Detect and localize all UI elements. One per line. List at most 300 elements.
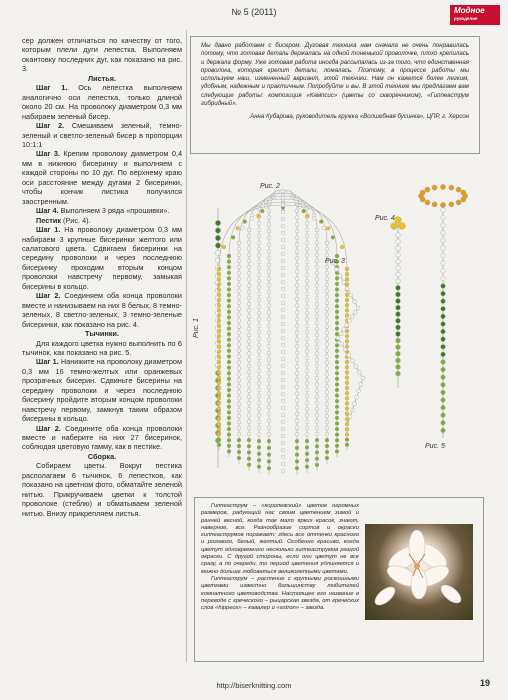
- arc-bead: [267, 439, 271, 443]
- arc-bead: [315, 444, 319, 448]
- arc-bead: [305, 254, 309, 258]
- arc-bead: [305, 343, 309, 347]
- arc-bead: [237, 361, 241, 365]
- arc-bead: [217, 272, 221, 276]
- arc-bead: [227, 271, 231, 275]
- arc-bead: [305, 260, 309, 264]
- edge-bead: [350, 408, 354, 412]
- arc-bead: [227, 332, 231, 336]
- arc-bead: [250, 213, 254, 217]
- arc-bead: [227, 383, 231, 387]
- stamen-bead: [441, 367, 446, 372]
- edge-bead: [354, 365, 358, 369]
- arc-bead: [227, 310, 231, 314]
- arc-bead: [257, 433, 261, 437]
- axis-bead: [281, 357, 285, 361]
- stamen-ring-bead: [449, 202, 454, 207]
- arc-bead: [240, 226, 244, 230]
- arc-bead: [227, 371, 231, 375]
- stamen-ring-bead: [425, 200, 430, 205]
- arc-bead: [217, 340, 221, 344]
- edge-bead: [345, 323, 349, 327]
- axis-bead: [281, 413, 285, 417]
- arc-bead: [267, 216, 271, 220]
- arc-bead: [335, 450, 339, 454]
- arc-bead: [257, 214, 261, 218]
- arc-bead: [325, 444, 329, 448]
- arc-bead: [325, 277, 329, 281]
- arc-bead: [257, 324, 261, 328]
- arc-bead: [257, 337, 261, 341]
- paragraph: сер должен отличаться по качеству от того, которым плели дуги лепестка. Выполняем окантовку последних дуг, как показано на рис. 3.: [22, 36, 182, 74]
- axis-bead: [281, 371, 285, 375]
- arc-bead: [257, 228, 261, 232]
- arc-bead: [217, 334, 221, 338]
- arc-bead: [345, 360, 349, 364]
- arc-bead: [257, 279, 261, 283]
- arc-bead: [247, 333, 251, 337]
- step-label: Шаг 1.: [36, 83, 68, 93]
- axis-bead: [281, 287, 285, 291]
- step-paragraph: [22, 357, 182, 423]
- arc-bead: [345, 396, 349, 400]
- stamen-ring-bead: [420, 190, 425, 195]
- arc-bead: [345, 267, 349, 271]
- step-paragraph: [22, 206, 182, 215]
- arc-bead: [345, 371, 349, 375]
- arc-bead: [217, 422, 221, 426]
- arc-bead: [305, 241, 309, 245]
- axis-bead: [281, 238, 285, 242]
- arc-bead: [325, 408, 329, 412]
- arc-bead: [312, 213, 316, 217]
- arc-bead: [305, 266, 309, 270]
- arc-bead: [325, 253, 329, 257]
- arc-bead: [305, 394, 309, 398]
- arc-bead: [315, 284, 319, 288]
- edge-bead: [336, 336, 340, 340]
- arc-bead: [295, 460, 299, 464]
- arc-bead: [267, 365, 271, 369]
- figure-5-stamen: [418, 184, 467, 438]
- arc-bead: [257, 273, 261, 277]
- stamen-ring-bead: [456, 200, 461, 205]
- arc-bead: [305, 298, 309, 302]
- arc-bead: [267, 399, 271, 403]
- arc-bead: [217, 355, 221, 359]
- arc-bead: [243, 220, 247, 224]
- arc-bead: [331, 236, 335, 240]
- arc-bead: [237, 367, 241, 371]
- arc-bead: [267, 419, 271, 423]
- arc-bead: [237, 432, 241, 436]
- arc-bead: [257, 241, 261, 245]
- arc-bead: [335, 293, 339, 297]
- step-label: Шаг 2.: [36, 121, 65, 131]
- arc-bead: [295, 466, 299, 470]
- arc-bead: [267, 256, 271, 260]
- arc-bead: [217, 293, 221, 297]
- arc-bead: [305, 433, 309, 437]
- arc-bead: [267, 270, 271, 274]
- axis-bead: [281, 231, 285, 235]
- pistil-bead: [396, 305, 401, 310]
- arc-bead: [335, 394, 339, 398]
- arc-bead: [315, 364, 319, 368]
- stamen-bead: [441, 405, 446, 410]
- arc-bead: [315, 240, 319, 244]
- arc-bead: [247, 240, 251, 244]
- arc-bead: [257, 254, 261, 258]
- arc-bead: [267, 371, 271, 375]
- arc-bead: [335, 405, 339, 409]
- stem-bead: [215, 235, 220, 240]
- arc-bead: [315, 253, 319, 257]
- step-paragraph: [22, 291, 182, 329]
- arc-bead: [295, 338, 299, 342]
- figure-4-caption: Рис. 4: [375, 215, 395, 222]
- arc-bead: [237, 259, 241, 263]
- arc-bead: [315, 321, 319, 325]
- arc-bead: [295, 439, 299, 443]
- arc-bead: [295, 311, 299, 315]
- arc-bead: [325, 432, 329, 436]
- figure-5-caption: Рис. 5: [425, 443, 445, 450]
- arc-bead: [295, 392, 299, 396]
- arc-bead: [335, 327, 339, 331]
- arc-bead: [345, 433, 349, 437]
- arc-bead: [295, 324, 299, 328]
- arc-bead: [257, 330, 261, 334]
- pistil-bead: [396, 272, 401, 277]
- arc-bead: [325, 331, 329, 335]
- arc-bead: [247, 413, 251, 417]
- arc-bead: [325, 307, 329, 311]
- axis-bead: [281, 210, 285, 214]
- arc-bead: [325, 402, 329, 406]
- axis-bead: [281, 280, 285, 284]
- arc-bead: [257, 298, 261, 302]
- arc-bead: [325, 295, 329, 299]
- arc-bead: [305, 356, 309, 360]
- stamen-bead: [441, 246, 446, 251]
- arc-bead: [237, 450, 241, 454]
- arc-bead: [257, 369, 261, 373]
- arc-bead: [315, 302, 319, 306]
- arc-bead: [325, 426, 329, 430]
- arc-bead: [217, 386, 221, 390]
- arc-bead: [315, 383, 319, 387]
- stamen-bead: [441, 215, 446, 220]
- arc-bead: [295, 216, 299, 220]
- arc-bead: [217, 283, 221, 287]
- arc-bead: [305, 458, 309, 462]
- arc-bead: [257, 305, 261, 309]
- axis-bead: [281, 427, 285, 431]
- arc-bead: [247, 432, 251, 436]
- arc-bead: [222, 245, 226, 249]
- arc-bead: [295, 290, 299, 294]
- arc-bead: [305, 318, 309, 322]
- pistil-top-bead: [399, 223, 406, 230]
- pistil-bead: [396, 318, 401, 323]
- pistil-bead: [396, 338, 401, 343]
- edge-bead: [357, 389, 361, 393]
- stamen-bead: [441, 223, 446, 228]
- stamen-bead: [441, 322, 446, 327]
- step-label: Шаг 3.: [36, 149, 60, 159]
- arc-bead: [217, 324, 221, 328]
- axis-bead: [281, 203, 285, 207]
- arc-bead: [325, 325, 329, 329]
- arc-bead: [325, 373, 329, 377]
- axis-bead: [281, 462, 285, 466]
- arc-bead: [325, 241, 329, 245]
- arc-bead: [305, 446, 309, 450]
- arc-bead: [227, 405, 231, 409]
- arc-bead: [267, 392, 271, 396]
- arc-bead: [295, 229, 299, 233]
- arc-bead: [247, 457, 251, 461]
- arc-bead: [267, 460, 271, 464]
- arc-bead: [315, 463, 319, 467]
- arc-bead: [257, 375, 261, 379]
- arc-bead: [305, 452, 309, 456]
- arc-bead: [237, 277, 241, 281]
- arc-bead: [295, 344, 299, 348]
- arc-bead: [257, 388, 261, 392]
- arc-bead: [295, 453, 299, 457]
- arc-bead: [227, 438, 231, 442]
- arc-bead: [237, 438, 241, 442]
- edge-bead: [348, 415, 352, 419]
- arc-bead: [227, 427, 231, 431]
- arc-bead: [325, 384, 329, 388]
- arc-bead: [257, 350, 261, 354]
- arc-bead: [257, 292, 261, 296]
- arc-bead: [325, 420, 329, 424]
- step-paragraph: [22, 424, 182, 452]
- arc-bead: [267, 432, 271, 436]
- step-label: Шаг 1.: [36, 225, 61, 235]
- arc-bead: [247, 315, 251, 319]
- arc-bead: [217, 319, 221, 323]
- arc-bead: [325, 343, 329, 347]
- pistil-bead: [396, 299, 401, 304]
- arc-bead: [305, 234, 309, 238]
- arc-bead: [237, 378, 241, 382]
- step-text: Соединяем оба конца проволоки вместе и нанизываем на них 8 белых, 8 темно-зеленых, 8 светло-зеленых, 3 темно-зеленые бисеринки, как показано на рис. 4.: [22, 291, 182, 329]
- arc-bead: [227, 433, 231, 437]
- arc-bead: [345, 272, 349, 276]
- arc-bead: [315, 259, 319, 263]
- arc-bead: [345, 277, 349, 281]
- arc-bead: [305, 362, 309, 366]
- arc-bead: [267, 338, 271, 342]
- arc-bead: [231, 236, 235, 240]
- edge-bead: [338, 274, 342, 278]
- arc-bead: [237, 265, 241, 269]
- stamen-bead: [441, 383, 446, 388]
- arc-bead: [325, 450, 329, 454]
- arc-bead: [315, 308, 319, 312]
- arc-bead: [335, 288, 339, 292]
- info-text-top: [201, 503, 359, 576]
- arc-bead: [227, 399, 231, 403]
- arc-bead: [322, 226, 326, 230]
- arc-bead: [325, 283, 329, 287]
- arc-bead: [305, 439, 309, 443]
- pistil-top-bead: [395, 217, 402, 224]
- stamen-bead: [441, 238, 446, 243]
- axis-bead: [281, 406, 285, 410]
- figure-4-pistil: [391, 217, 406, 388]
- arc-bead: [315, 228, 319, 232]
- arc-bead: [227, 343, 231, 347]
- arc-bead: [257, 343, 261, 347]
- arc-bead: [267, 378, 271, 382]
- arc-bead: [315, 278, 319, 282]
- edge-bead: [353, 310, 357, 314]
- arc-bead: [217, 308, 221, 312]
- arc-bead: [227, 288, 231, 292]
- step-text: Смешиваем зеленый, темно-зеленый и светло-зеленый бисер в пропорции 10:1:1: [22, 121, 182, 149]
- pistil-bead: [396, 246, 401, 251]
- arc-bead: [217, 381, 221, 385]
- arc-bead: [267, 412, 271, 416]
- step-text: Соедините оба конца проволоки вместе и наберите на них 27 бисеринок, соблюдая цветовую гамму, как в пестике.: [22, 423, 183, 452]
- arc-bead: [267, 297, 271, 301]
- arc-bead: [247, 284, 251, 288]
- edge-bead: [355, 395, 359, 399]
- arc-bead: [335, 416, 339, 420]
- axis-bead: [281, 364, 285, 368]
- heading-assembly: Сборка.: [87, 451, 117, 461]
- stamen-bead: [441, 360, 446, 365]
- arc-bead: [345, 407, 349, 411]
- figure-3-caption: Рис. 3: [325, 258, 345, 265]
- arc-bead: [237, 295, 241, 299]
- author-signature: Анна Кубарова, руководитель кружка «Волшебная бусинка», ЦПР, г. Херсон: [250, 113, 469, 121]
- arc-bead: [315, 247, 319, 251]
- arc-bead: [315, 271, 319, 275]
- arc-bead: [335, 360, 339, 364]
- arc-bead: [345, 443, 349, 447]
- arc-bead: [247, 395, 251, 399]
- arc-bead: [315, 438, 319, 442]
- edge-bead: [350, 359, 354, 363]
- arc-bead: [315, 413, 319, 417]
- paragraph: Собираем цветы. Вокруг пестика располагаем 6 тычинок, 6 лепестков, как показано на цветном фото, обматайте зеленой нитью. Прикручиваем цветки к толстой проволоке (стеблю) и обматываем зеленой нитью. Внизу прикрепляем листья.: [22, 461, 182, 518]
- pistil-bead: [396, 365, 401, 370]
- stamen-bead: [441, 307, 446, 312]
- stamen-bead: [441, 261, 446, 266]
- arc-bead: [227, 410, 231, 414]
- arc-bead: [257, 401, 261, 405]
- arc-bead: [325, 367, 329, 371]
- stamen-bead: [441, 314, 446, 319]
- step-paragraph: [22, 225, 182, 291]
- arc-bead: [295, 412, 299, 416]
- arc-bead: [345, 314, 349, 318]
- arc-bead: [217, 277, 221, 281]
- arc-bead: [217, 407, 221, 411]
- axis-bead: [281, 224, 285, 228]
- arc-bead: [267, 290, 271, 294]
- axis-bead: [281, 322, 285, 326]
- step-paragraph: [22, 149, 182, 206]
- arc-bead: [295, 256, 299, 260]
- pistil-top-bead: [391, 223, 398, 230]
- arc-bead: [227, 276, 231, 280]
- stamen-bead: [441, 345, 446, 350]
- arc-bead: [237, 396, 241, 400]
- step-text: На проволоку диаметром 0,3 мм набираем 3 крупные бисеринки желтого или салатового цвета. Сдвигаем бисеринки на середину проволоки и через последнюю бисеринку проходим вторым концом проволоки навстречу первому, замыкая бисерины в кольцо.: [22, 225, 183, 291]
- arc-bead: [267, 351, 271, 355]
- arc-bead: [227, 304, 231, 308]
- arc-bead: [267, 311, 271, 315]
- arc-bead: [227, 349, 231, 353]
- arc-bead: [247, 308, 251, 312]
- arc-bead: [257, 247, 261, 251]
- axis-bead: [281, 245, 285, 249]
- arc-bead: [305, 279, 309, 283]
- pistil-bead: [396, 292, 401, 297]
- intro-box: [190, 36, 480, 154]
- arc-bead: [295, 270, 299, 274]
- arc-bead: [305, 465, 309, 469]
- arc-bead: [295, 250, 299, 254]
- arc-bead: [315, 339, 319, 343]
- arc-bead: [257, 382, 261, 386]
- arc-bead: [247, 290, 251, 294]
- heading-pistil-ref: (Рис. 4).: [60, 215, 91, 225]
- arc-bead: [227, 366, 231, 370]
- paragraph: Для каждого цветка нужно выполнить по 6 тычинок, как показано на рис. 5.: [22, 338, 182, 357]
- axis-bead: [281, 294, 285, 298]
- stamen-bead: [441, 299, 446, 304]
- arc-bead: [335, 410, 339, 414]
- stamen-bead: [441, 398, 446, 403]
- arc-bead: [345, 293, 349, 297]
- pistil-bead: [396, 285, 401, 290]
- arc-bead: [237, 337, 241, 341]
- axis-bead: [281, 434, 285, 438]
- axis-bead: [281, 336, 285, 340]
- arc-bead: [267, 324, 271, 328]
- arc-bead: [217, 427, 221, 431]
- arc-bead: [315, 451, 319, 455]
- arc-bead: [305, 305, 309, 309]
- stamen-ring-bead: [461, 190, 466, 195]
- arc-bead: [247, 358, 251, 362]
- pistil-bead: [396, 358, 401, 363]
- arc-bead: [267, 209, 271, 213]
- arc-bead: [335, 377, 339, 381]
- arc-bead: [305, 247, 309, 251]
- arc-bead: [227, 293, 231, 297]
- arc-bead: [247, 438, 251, 442]
- arc-bead: [247, 228, 251, 232]
- stamen-ring-bead: [461, 197, 466, 202]
- arc-bead: [227, 327, 231, 331]
- stem-bead: [215, 243, 220, 248]
- arc-bead: [325, 355, 329, 359]
- axis-bead: [281, 329, 285, 333]
- arc-bead: [335, 349, 339, 353]
- arc-bead: [335, 433, 339, 437]
- arc-bead: [257, 222, 261, 226]
